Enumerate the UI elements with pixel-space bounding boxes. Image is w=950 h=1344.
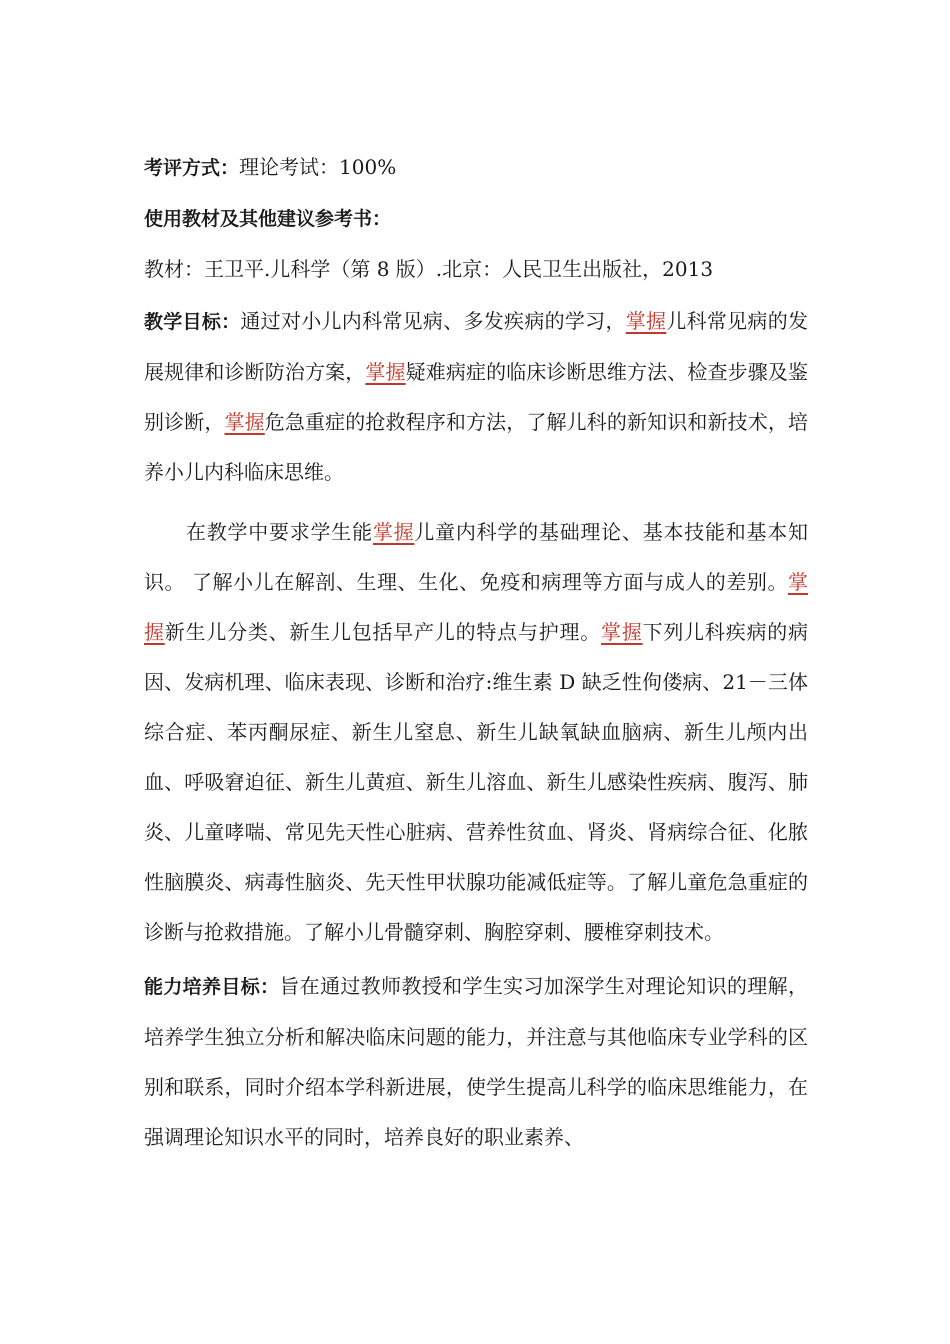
document-body (144, 146, 808, 1162)
text-segment: 儿科常见病的发展规律和诊断防治方案， (144, 309, 808, 384)
ability-goal-text (144, 974, 808, 1149)
text-segment: 新生儿分类、新生儿包括早产儿的特点与护理。 (164, 620, 602, 644)
text-segment: 下列儿科疾病的病因、发病机理、临床表现、诊断和治疗:维生素 D 缺乏性佝偻病、21－三体综合症、苯丙酮尿症、新生儿窒息、新生儿缺氧缺血脑病、新生儿颅内出血、呼吸窘迫征、新生儿黄疸、新生儿溶血、新生儿感染性疾病、腹泻、肺炎、儿童哮喘、常见先天性心脏病、营养性贫血、肾炎、肾病综合征、化脓性脑膜炎、病毒性脑炎、先天性甲状腺功能减低症等。了解儿童危急重症的诊断与抢救措施。了解小儿骨髓穿刺、胸腔穿刺、腰椎穿刺技术。 (144, 620, 809, 944)
teaching-goal-paragraph (144, 296, 808, 497)
teaching-goal-label: 教学目标： (144, 311, 241, 333)
keyword-master: 掌握 (365, 360, 406, 384)
keyword-master: 掌握 (601, 620, 643, 644)
ability-goal-paragraph (144, 961, 808, 1162)
text-segment: 通过对小儿内科常见病、多发疾病的学习， (240, 309, 626, 333)
text-segment: 在教学中要求学生能 (186, 520, 373, 544)
exam-method-value: 理论考试：100% (239, 155, 397, 179)
textbook-heading (144, 199, 808, 238)
text-segment: 危急重症的抢救程序和方法，了解儿科的新知识和新技术，培养小儿内科临床思维。 (144, 410, 808, 484)
keyword-master: 掌握 (625, 309, 667, 333)
teaching-goal-text (144, 309, 808, 484)
textbook-label: 使用教材及其他建议参考书： (144, 208, 392, 230)
keyword-master: 掌握 (144, 570, 808, 644)
keyword-master: 掌握 (224, 410, 265, 434)
exam-method-line (144, 148, 808, 187)
text-segment: 旨在通过教师教授和学生实习加深学生对理论知识的理解，培养学生独立分析和解决临床问题的能力，并注意与其他临床专业学科的区别和联系，同时介绍本学科新进展，使学生提高儿科学的临床思维能力，在强调理论知识水平的同时，培养良好的职业素养、 (144, 974, 808, 1149)
requirement-text (144, 520, 808, 944)
exam-method-label: 考评方式： (144, 157, 240, 179)
text-segment: 疑难病症的临床诊断思维方法、检查步骤及鉴别诊断， (144, 360, 808, 434)
textbook-reference (144, 250, 808, 288)
keyword-master: 掌握 (372, 520, 415, 544)
text-segment: 儿童内科学的基础理论、基本技能和基本知识。 了解小儿在解剖、生理、生化、免疫和病理等方面与成人的差别。 (144, 520, 809, 594)
ability-goal-label: 能力培养目标： (144, 976, 280, 998)
requirement-paragraph (144, 507, 808, 957)
textbook-citation: 教材：王卫平.儿科学（第 8 版）.北京：人民卫生出版社，2013 (144, 257, 714, 281)
